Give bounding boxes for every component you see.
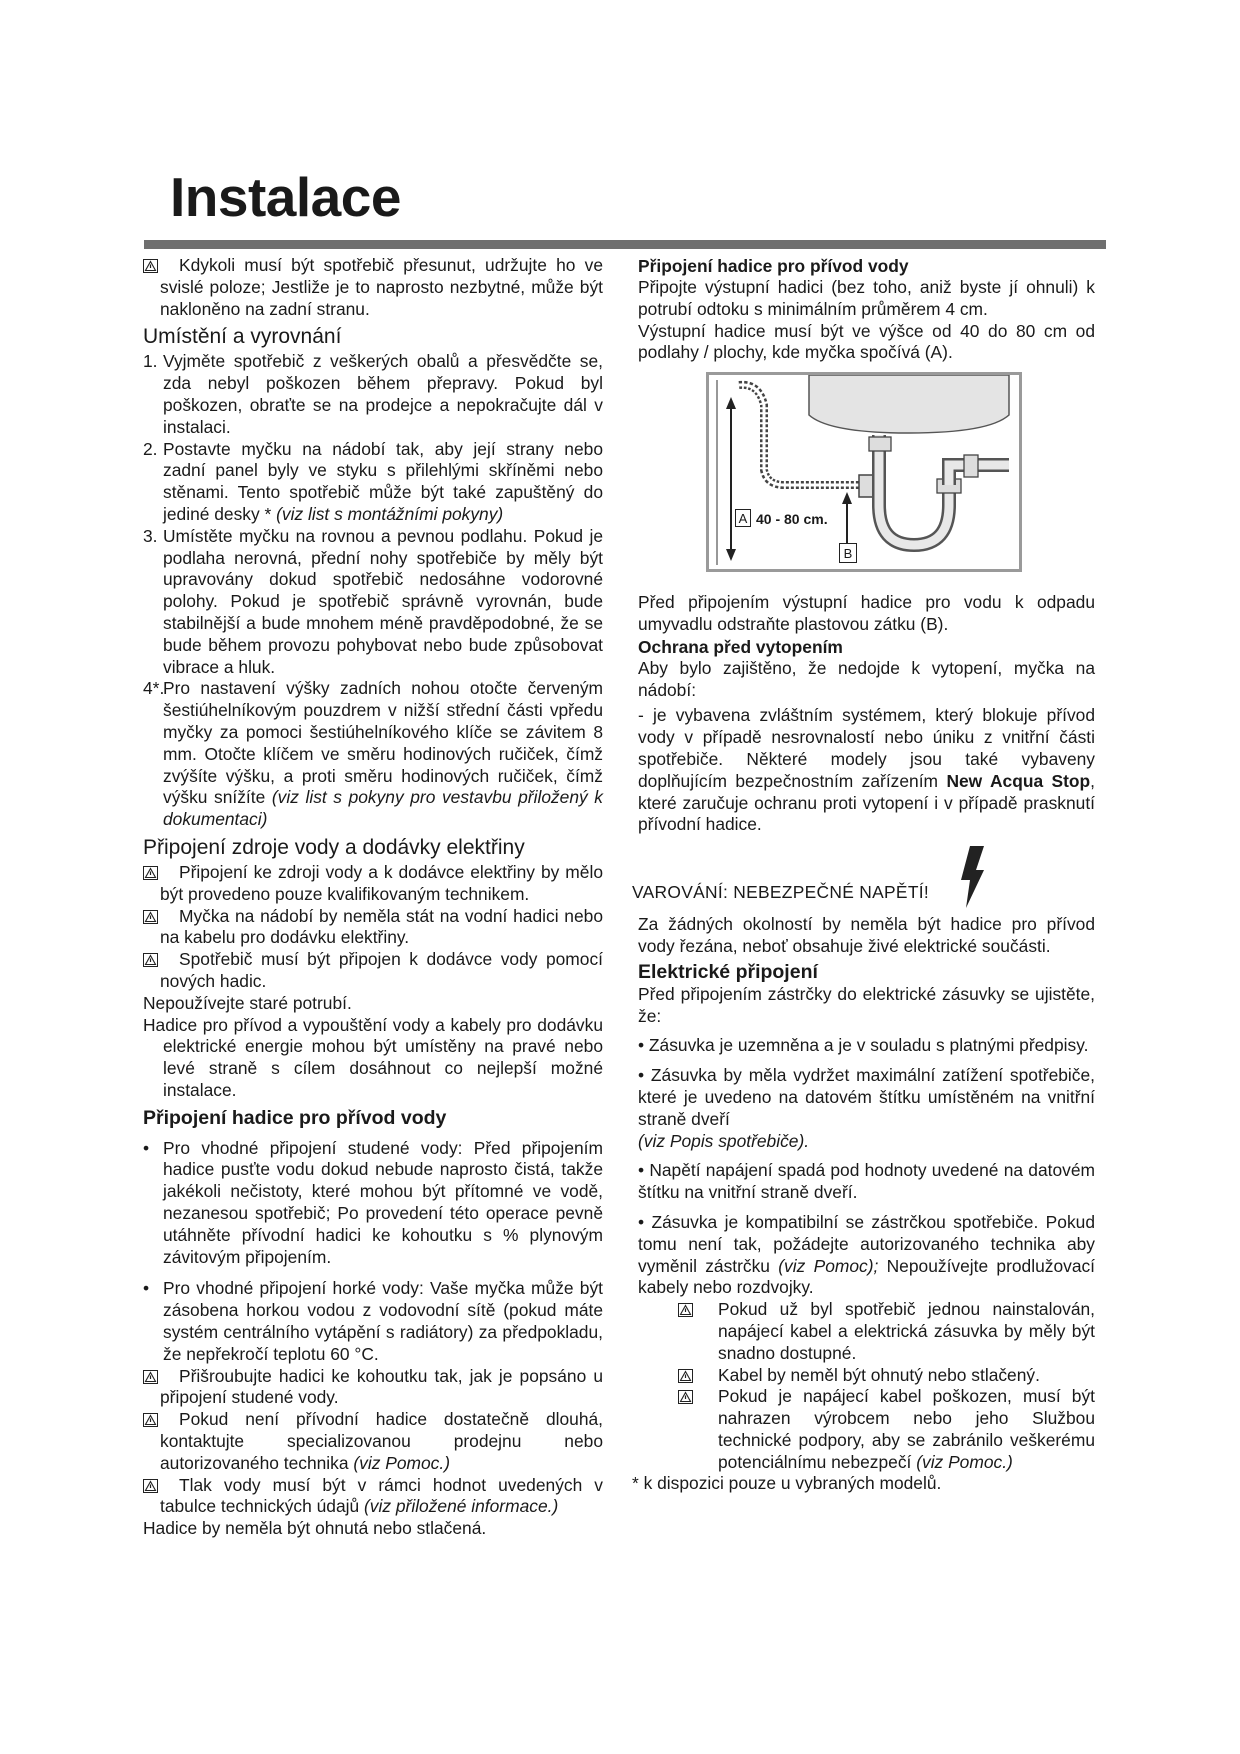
warning-item: Kabel by neměl být ohnutý nebo stlačený. xyxy=(678,1365,1095,1387)
paragraph: - je vybavena zvláštním systémem, který blokuje přívod vody v případě nesrovnalostí nebo úniku z vnitřní části spotřebiče. Některé modely jsou také vybaveny doplňujícím bezpečnostním zařízením New Acqua Stop, které zaručuje ochranu proti vytopení i v případě prasknutí přívodní hadice. xyxy=(638,705,1096,835)
section-heading-flood: Ochrana před vytopením xyxy=(638,636,843,657)
section-heading-inlet: Připojení hadice pro přívod vody xyxy=(143,1106,447,1129)
section-heading-electrical: Elektrické připojení xyxy=(638,960,818,983)
warning-icon xyxy=(678,1369,693,1383)
warning-icon xyxy=(143,259,158,273)
warning-item: Připojení ke zdroji vody a k dodávce elektřiny by mělo být provedeno pouze kvalifikovaným technikem. xyxy=(143,862,603,906)
warning-icon xyxy=(143,1479,158,1493)
drain-diagram-drawing xyxy=(709,375,1019,569)
list-item: 1. Vyjměte spotřebič z veškerých obalů a přesvědčte se, zda nebyl poškozen během přepravy. Pokud byl poškozen, obraťte se na prodejce a nepokračujte dál v instalaci. xyxy=(143,351,603,437)
warning-item: Pokud je napájecí kabel poškozen, musí být nahrazen výrobcem nebo jeho Službou technické podpory, aby se zabránilo veškerému potenciálnímu nebezpečí (viz Pomoc.) xyxy=(678,1386,1095,1473)
bullet-item: • Zásuvka je kompatibilní se zástrčkou spotřebiče. Pokud tomu není tak, požádejte autorizovaného technika aby vyměnil zástrčku (viz Pomoc); Nepoužívejte prodlužovací kabely nebo rozdvojky. xyxy=(638,1211,1096,1298)
warning-item: Myčka na nádobí by neměla stát na vodní hadici nebo na kabelu pro dodávku elektřiny. xyxy=(143,906,603,950)
note-text: Nepoužívejte staré potrubí. xyxy=(143,992,352,1013)
section-heading-placement: Umístění a vyrovnání xyxy=(143,325,342,349)
warning-icon xyxy=(143,1370,158,1384)
reference-text: (viz Popis spotřebiče). xyxy=(638,1130,810,1151)
figure-label-a: A xyxy=(735,509,751,527)
warning-item: Kdykoli musí být spotřebič přesunut, udržujte ho ve svislé poloze; Jestliže je to naprosto nezbytné, může být nakloněno na zadní stranu. xyxy=(143,255,603,320)
list-item: 4*. Pro nastavení výšky zadních nohou otočte červeným šestiúhelníkovým pouzdrem v nižší střední části vpředu myčky za pomoci šestiúhelníkového klíče se závitem 8 mm. Otočte klíčem ve směru hodinových ručiček, čímž zvýšíte výšku, a proti směru hodinových ručiček, čímž výšku snížíte (viz list s pokyny pro vestavbu přiložený k dokumentaci) xyxy=(143,678,603,830)
left-column xyxy=(143,255,603,1540)
figure-range-label: 40 - 80 cm. xyxy=(756,511,828,528)
bullet-item: • Napětí napájení spadá pod hodnoty uvedené na datovém štítku na vnitřní straně dveří. xyxy=(638,1160,1095,1203)
warning-icon xyxy=(678,1390,693,1404)
paragraph: Za žádných okolností by neměla být hadice pro přívod vody řezána, neboť obsahuje živé elektrické součásti. xyxy=(638,914,1095,956)
paragraph: Připojte výstupní hadici (bez toho, aniž byste jí ohnuli) k potrubí odtoku s minimálním průměrem 4 cm. xyxy=(638,277,1095,319)
list-item: 2. Postavte myčku na nádobí tak, aby její strany nebo zadní panel byly ve styku s přilehlými skříněmi nebo stěnami. Tento spotřebič může být také zapuštěný do jediné desky * (viz list s montážními pokyny) xyxy=(143,438,603,524)
note-text: Hadice by neměla být ohnutá nebo stlačená. xyxy=(143,1518,487,1539)
section-heading-connection: Připojení zdroje vody a dodávky elektřiny xyxy=(143,835,525,859)
warning-icon xyxy=(143,866,158,880)
paragraph: Aby bylo zajištěno, že nedojde k vytopení, myčka na nádobí: xyxy=(638,657,1095,700)
paragraph: Výstupní hadice musí být ve výšce od 40 do 80 cm od podlahy / plochy, kde myčka spočívá (A). xyxy=(638,320,1095,363)
section-heading-outlet: Připojení hadice pro přívod vody xyxy=(638,256,909,276)
figure-label-b: B xyxy=(839,543,857,563)
lightning-bolt-icon xyxy=(958,846,986,908)
warning-item: Pokud není přívodní hadice dostatečně dlouhá, kontaktujte specializovanou prodejnu nebo autorizovaného technika (viz Pomoc.) xyxy=(143,1409,603,1474)
paragraph: Před připojením zástrčky do elektrické zásuvky se ujistěte, že: xyxy=(638,983,1095,1026)
title-rule xyxy=(144,240,1106,249)
footnote: * k dispozici pouze u vybraných modelů. xyxy=(632,1473,942,1494)
warning-item: Tlak vody musí být v rámci hodnot uvedených v tabulce technických údajů (viz přiložené informace.) xyxy=(143,1475,603,1519)
right-column xyxy=(632,255,1096,1495)
drain-hose-diagram xyxy=(706,372,1022,572)
bullet-item: • Zásuvka by měla vydržet maximální zatížení spotřebiče, které je uvedeno na datovém štítku umístěném na vnitřní straně dveří xyxy=(638,1065,1095,1129)
bullet-item: • Zásuvka je uzemněna a je v souladu s platnými předpisy. xyxy=(638,1035,1089,1056)
list-item: 3. Umístěte myčku na rovnou a pevnou podlahu. Pokud je podlaha nerovná, přední nohy spotřebiče by měly být upravovány dokud spotřebič nedosáhne vodorovné polohy. Pokud je spotřebič správně vyrovnán, bude stabilnější a bude mnohem méně pravděpodobné, že se bude během provozu pohybovat nebo bude způsobovat vibrace a hluk. xyxy=(143,525,603,677)
note-text: Hadice pro přívod a vypouštění vody a kabely pro dodávku elektrické energie mohou být umístěny na pravé nebo levé straně s cílem dosáhnout co nejlepší možné instalace. xyxy=(143,1014,603,1100)
bullet-item: • Pro vhodné připojení studené vody: Před připojením hadice pusťte vodu dokud nebude naprosto čistá, takže jakékoli nečistoty, které mohou být přítomné ve vodě, nezanesou spotřebič; Po provedení této operace pevně utáhněte přívodní hadici ke kohoutku s % plynovým závitovým připojením. xyxy=(143,1137,603,1267)
warning-icon xyxy=(143,1413,158,1427)
warning-icon xyxy=(143,953,158,967)
warning-icon xyxy=(678,1303,693,1317)
warning-icon xyxy=(143,910,158,924)
paragraph: Před připojením výstupní hadice pro vodu k odpadu umyvadlu odstraňte plastovou zátku (B). xyxy=(638,592,1095,634)
bullet-item: • Pro vhodné připojení horké vody: Vaše myčka může být zásobena horkou vodou z vodovodní sítě (pokud máte systém centrálního vytápění s radiátory) za předpokladu, že nepřekročí teplotu 60 °C. xyxy=(143,1278,603,1364)
page-title: Instalace xyxy=(170,166,401,228)
warning-item: Pokud už byl spotřebič jednou nainstalován, napájecí kabel a elektrická zásuvka by měly být snadno dostupné. xyxy=(678,1299,1095,1364)
warning-item: Přišroubujte hadici ke kohoutku tak, jak je popsáno u připojení studené vody. xyxy=(143,1366,603,1410)
warning-item: Spotřebič musí být připojen k dodávce vody pomocí nových hadic. xyxy=(143,949,603,993)
voltage-warning-text: VAROVÁNÍ: NEBEZPEČNÉ NAPĚTÍ! xyxy=(632,882,930,903)
voltage-warning xyxy=(632,844,1095,914)
